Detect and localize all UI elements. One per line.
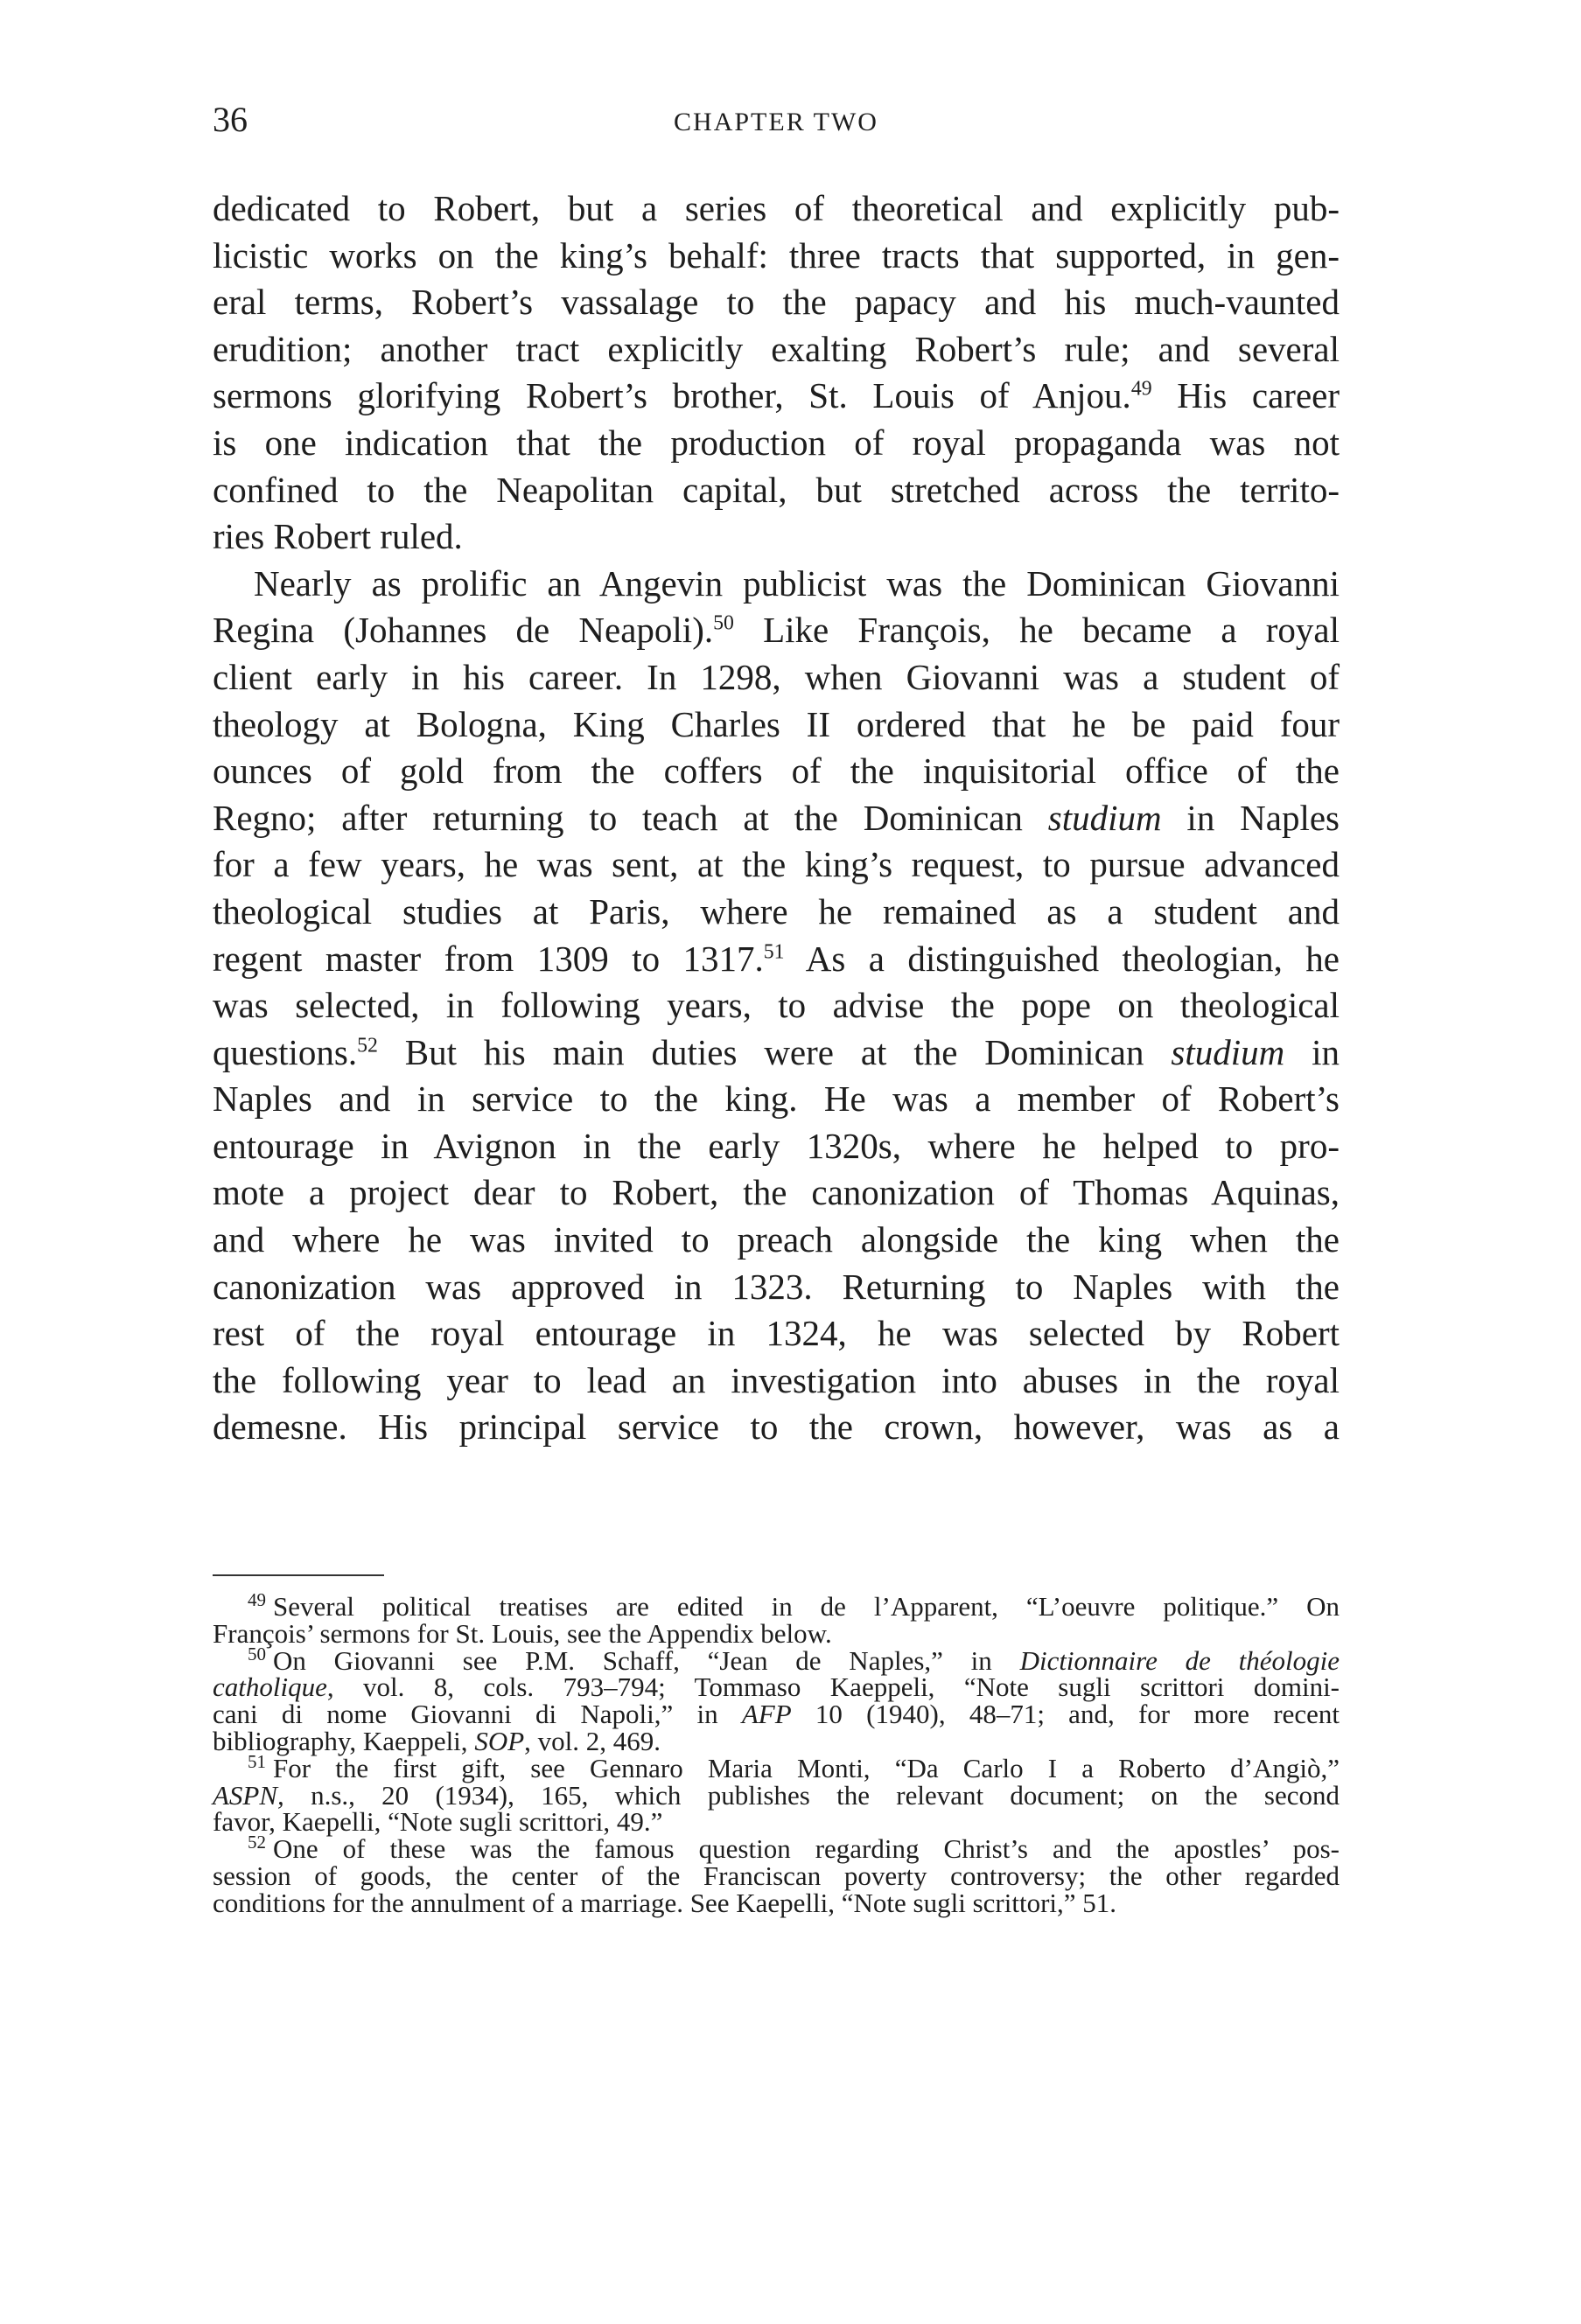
text-line: was selected, in following years, to advise the pope on theological <box>213 985 1340 1026</box>
footnote-line: favor, Kaepelli, “Note sugli scrittori, 49.” <box>213 1806 663 1838</box>
footnote-number: 50 <box>248 1643 266 1664</box>
footnote-51 <box>213 1750 1340 1838</box>
text-line: for a few years, he was sent, at the king’s request, to pursue advanced <box>213 844 1340 885</box>
text-line: is one indication that the production of royal propaganda was not <box>213 422 1340 463</box>
page-header <box>213 98 1340 150</box>
text-line: dedicated to Robert, but a series of theoretical and explicitly pub- <box>213 188 1340 228</box>
footnote-50 <box>213 1643 1340 1756</box>
paragraph-1 <box>213 185 1340 561</box>
footnote-number: 51 <box>248 1750 266 1772</box>
text-line: the following year to lead an investigation into abuses in the royal <box>213 1359 1340 1400</box>
text-line: client early in his career. In 1298, when Giovanni was a student of <box>213 656 1340 697</box>
footnote-49 <box>213 1589 1340 1649</box>
text-line: questions.$^{52}$ But his main duties were at the Dominican studium in <box>213 1031 1340 1072</box>
running-head: CHAPTER TWO <box>674 108 878 136</box>
paragraph-2 <box>213 561 1340 1451</box>
text-line: ounces of gold from the coffers of the inquisitorial office of the <box>213 750 1340 792</box>
text-line: rest of the royal entourage in 1324, he was selected by Robert <box>213 1313 1340 1354</box>
text-line: erudition; another tract explicitly exalting Robert’s rule; and several <box>213 328 1340 369</box>
footnote-line: $^{52}$ One of these was the famous question regarding Christ’s and the apostles’ pos- <box>248 1832 1340 1865</box>
footnote-line: conditions for the annulment of a marriage. See Kaepelli, “Note sugli scrittori,” 51. <box>213 1887 1117 1918</box>
text-line: Regno; after returning to teach at the Dominican studium in Naples <box>213 797 1340 838</box>
footnote-line: $^{50}$ On Giovanni see P.M. Schaff, “Jean de Naples,” in Dictionnaire de théologie <box>248 1643 1340 1676</box>
text-line: mote a project dear to Robert, the canonization of Thomas Aquinas, <box>213 1172 1340 1213</box>
footnote-ref-49[interactable]: 49 <box>1130 377 1152 401</box>
page-number: 36 <box>213 100 248 139</box>
footnote-ref-52[interactable]: 52 <box>357 1033 378 1057</box>
text-line: confined to the Neapolitan capital, but stretched across the territo- <box>213 469 1340 510</box>
footnote-line: $^{51}$ For the first gift, see Gennaro Maria Monti, “Da Carlo I a Roberto d’Angiò,” <box>248 1750 1340 1783</box>
footnote-line: ASPN, n.s., 20 (1934), 165, which publishes the relevant document; on the second <box>213 1779 1340 1811</box>
footnote-number: 52 <box>248 1832 266 1853</box>
text-line: Naples and in service to the king. He was a member of Robert’s <box>213 1078 1340 1120</box>
footnote-divider <box>213 1574 384 1576</box>
body-text <box>213 185 1340 1451</box>
footnote-line: $^{49}$ Several political treatises are edited in de l’Apparent, “L’oeuvre politique.” On <box>248 1589 1340 1622</box>
text-line: sermons glorifying Robert’s brother, St. Louis of Anjou.$^{49}$ His career <box>213 375 1340 416</box>
text-line: and where he was invited to preach alongside the king when the <box>213 1219 1340 1260</box>
footnote-ref-50[interactable]: 50 <box>713 611 734 635</box>
text-line: Regina (Johannes de Neapoli).$^{50}$ Like François, he became a royal <box>213 610 1340 651</box>
footnote-number: 49 <box>248 1589 266 1610</box>
footnote-line: session of goods, the center of the Franciscan poverty controversy; the other regarded <box>213 1860 1340 1891</box>
text-line: Nearly as prolific an Angevin publicist was the Dominican Giovanni <box>254 562 1340 604</box>
text-line: eral terms, Robert’s vassalage to the papacy and his much-vaunted <box>213 282 1340 323</box>
footnotes <box>213 1589 1340 1918</box>
footnote-line: François’ sermons for St. Louis, see the Appendix below. <box>213 1617 832 1649</box>
footnote-line: bibliography, Kaeppeli, SOP, vol. 2, 469. <box>213 1725 661 1756</box>
text-line: entourage in Avignon in the early 1320s, where he helped to pro- <box>213 1125 1340 1166</box>
text-line: demesne. His principal service to the crown, however, was as a <box>213 1406 1340 1448</box>
text-line: licistic works on the king’s behalf: three tracts that supported, in gen- <box>213 234 1340 276</box>
text-line: theology at Bologna, King Charles II ordered that he be paid four <box>213 703 1340 744</box>
text-line: ries Robert ruled. <box>213 516 463 557</box>
footnote-line: cani di nome Giovanni di Napoli,” in AFP 10 (1940), 48–71; and, for more recent <box>213 1699 1340 1730</box>
footnote-52 <box>213 1832 1340 1918</box>
text-line: canonization was approved in 1323. Returning to Naples with the <box>213 1266 1340 1307</box>
footnote-line: catholique, vol. 8, cols. 793–794; Tommaso Kaeppeli, “Note sugli scrittori domini- <box>213 1671 1340 1703</box>
text-line: theological studies at Paris, where he remained as a student and <box>213 890 1340 932</box>
footnote-ref-51[interactable]: 51 <box>763 939 785 963</box>
text-line: regent master from 1309 to 1317.51 As a distinguished theologian, he <box>213 938 1340 979</box>
